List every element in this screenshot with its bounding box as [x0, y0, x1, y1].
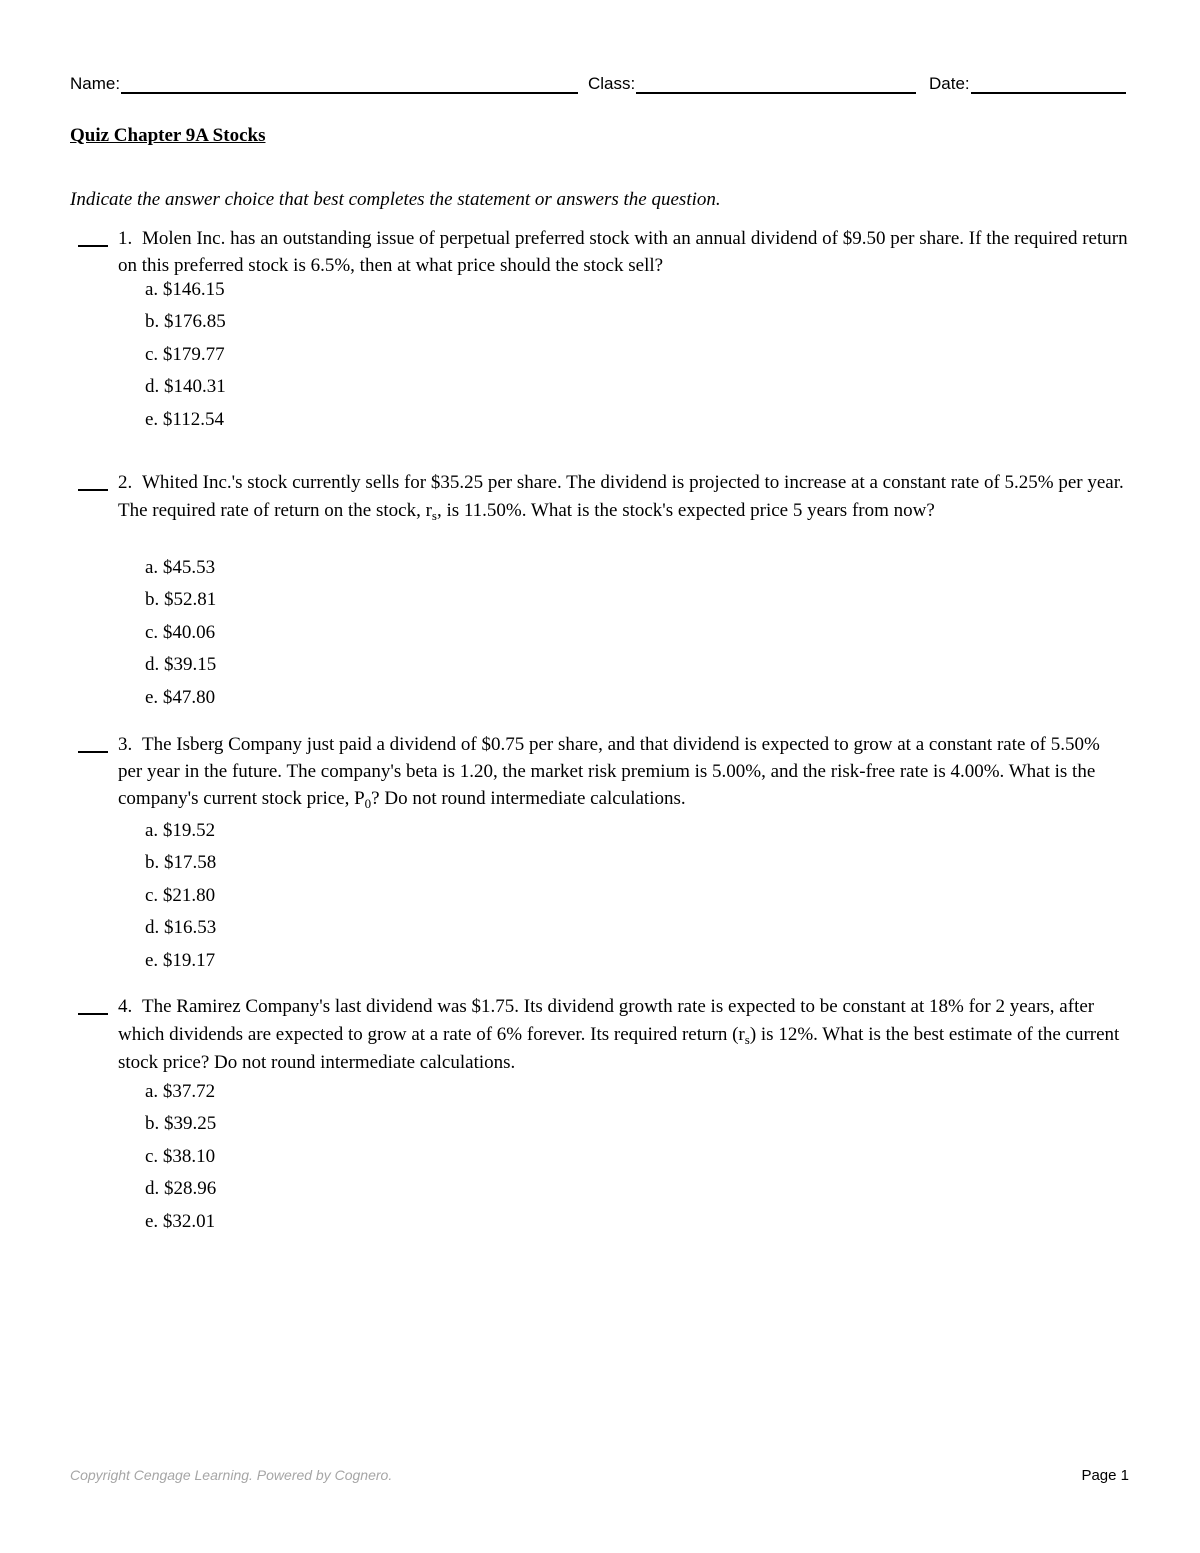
question-text: 4. The Ramirez Company's last dividend was $1.75. Its dividend growth rate is expected to be constant at 18% for 2 years, after which dividends are expected to grow at a rate of 6% forever. Its required return $(r_s)$ is 12%. What is the best estimate of the current stock price? Do not round intermediate calculations.: [118, 993, 1128, 1077]
date-line[interactable]: [971, 72, 1126, 94]
option-e[interactable]: e. $47.80: [145, 686, 216, 708]
option-d[interactable]: d. $16.53: [145, 917, 217, 939]
option-e[interactable]: e. $32.01: [145, 1210, 216, 1232]
option-a[interactable]: a. $146.15: [145, 279, 225, 300]
option-b[interactable]: b. $17.58: [145, 852, 217, 874]
question-text: 1. Molen Inc. has an outstanding issue of perpetual preferred stock with an annual dividend of $9.50 per share. If the required return on this preferred stock is 6.5%, then at what price should the stock sell?: [118, 225, 1128, 279]
answer-options: [145, 556, 216, 718]
copyright-footer: Copyright Cengage Learning. Powered by Cognero.: [70, 1467, 393, 1483]
option-d[interactable]: d. $28.96: [145, 1178, 217, 1200]
subscript: s: [744, 1032, 750, 1047]
question-text: 2. Whited Inc.'s stock currently sells for $35.25 per share. The dividend is projected to increase at a constant rate of 5.25% per year. The required rate of return on the stock, $r_s$, is 11.50%. What is the stock's expected price 5 years from now?: [118, 469, 1128, 525]
name-label: Name:: [70, 74, 121, 93]
option-a[interactable]: a. $19.52: [145, 820, 216, 841]
class-label: Class:: [588, 74, 636, 93]
option-c[interactable]: c. $179.77: [145, 343, 225, 365]
answer-blank[interactable]: [78, 751, 108, 753]
question-number: 3.: [118, 734, 133, 755]
date-field[interactable]: [929, 72, 1126, 94]
subscript: 0: [364, 796, 372, 811]
name-field[interactable]: [70, 72, 578, 94]
date-label: Date:: [929, 74, 970, 93]
answer-blank[interactable]: [78, 489, 108, 491]
answer-blank[interactable]: [78, 1013, 108, 1015]
option-c[interactable]: c. $38.10: [145, 1145, 216, 1167]
option-b[interactable]: b. $52.81: [145, 589, 217, 611]
class-line[interactable]: [636, 72, 916, 94]
page-number: Page 1: [1081, 1467, 1129, 1484]
option-d[interactable]: d. $140.31: [145, 376, 226, 398]
page-title: Quiz Chapter 9A Stocks: [70, 125, 266, 146]
instructions: Indicate the answer choice that best completes the statement or answers the question.: [70, 189, 721, 210]
option-e[interactable]: e. $19.17: [145, 949, 216, 971]
answer-options: [145, 819, 216, 981]
question-text: 3. The Isberg Company just paid a dividend of $0.75 per share, and that dividend is expected to grow at a constant rate of 5.50% per year in the future. The company's beta is 1.20, the market risk premium is 5.00%, and the risk-free rate is 4.00%. What is the company's current stock price, $P_0$? Do not round intermediate calculations.: [118, 731, 1128, 812]
question-number: 4.: [118, 996, 133, 1017]
class-field[interactable]: [588, 72, 916, 94]
answer-options: [145, 1080, 216, 1242]
option-e[interactable]: e. $112.54: [145, 408, 224, 430]
name-line[interactable]: [121, 72, 578, 94]
option-c[interactable]: c. $40.06: [145, 621, 216, 643]
option-c[interactable]: c. $21.80: [145, 884, 216, 906]
question-number: 1.: [118, 228, 133, 249]
option-b[interactable]: b. $39.25: [145, 1113, 217, 1135]
option-a[interactable]: a. $45.53: [145, 557, 216, 578]
question-number: 2.: [118, 472, 133, 493]
option-a[interactable]: a. $37.72: [145, 1081, 216, 1102]
answer-blank[interactable]: [78, 245, 108, 247]
subscript: s: [431, 508, 437, 523]
answer-options: [145, 278, 226, 440]
option-b[interactable]: b. $176.85: [145, 311, 226, 333]
option-d[interactable]: d. $39.15: [145, 654, 217, 676]
